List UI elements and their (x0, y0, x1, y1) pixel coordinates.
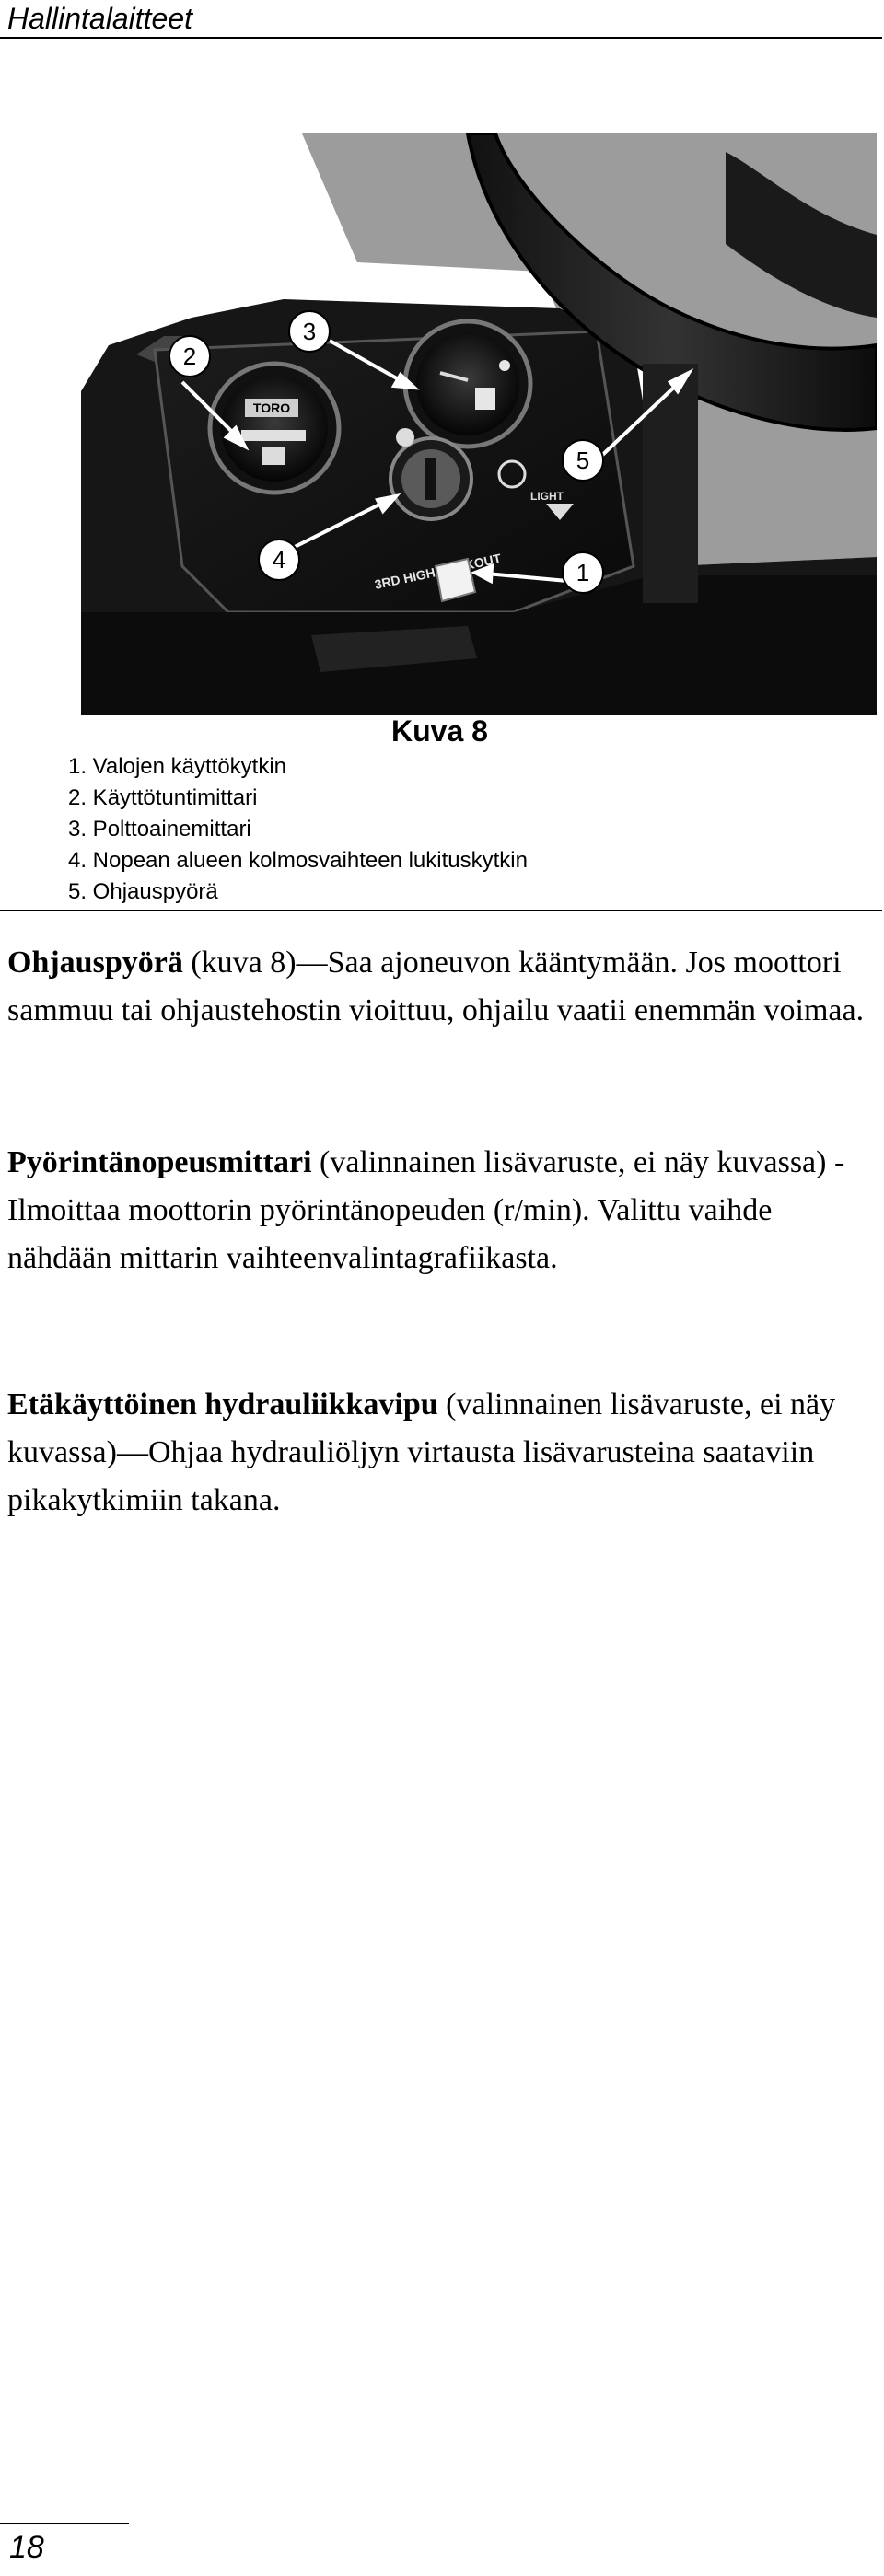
footer-rule (0, 2523, 129, 2524)
paragraph-text: (kuva 8)—Saa ajoneuvon kääntymään. Jos moottori sammuu tai ohjaustehostin vioittuu, ohjailu vaatii enemmän voimaa. (7, 946, 865, 1027)
legend-item: 5. Ohjauspyörä (68, 879, 218, 904)
figure-control-panel-photo (81, 133, 877, 715)
callout-number-1: 1 (576, 559, 590, 586)
term-steering-wheel: Ohjauspyörä (7, 946, 183, 980)
header-rule (0, 37, 882, 39)
legend-item: 3. Polttoainemittari (68, 817, 251, 841)
lockout-panel-label: 3RD HIGH (373, 564, 437, 592)
light-panel-label: LIGHT (530, 490, 564, 503)
legend-item: 1. Valojen käyttökytkin (68, 754, 287, 779)
callout-number-2: 2 (182, 342, 197, 370)
paragraph-tachometer (7, 1139, 882, 1282)
page-header-title: Hallintalaitteet (7, 2, 192, 35)
paragraph-text: (valinnainen lisävaruste, ei näy kuvassa) -Ilmoittaa moottorin pyörintänopeuden (r/min). Valittu vaihde nähdään mittarin vaihteenvalintagrafiikasta. (7, 1145, 845, 1275)
figure-caption: Kuva 8 (391, 714, 488, 748)
term-tachometer: Pyörintänopeusmittari (7, 1145, 312, 1179)
paragraph-text: (valinnainen lisävaruste, ei näy kuvassa)—Ohjaa hydrauliöljyn virtausta lisävarusteina saataviin pikakytkimiin takana. (7, 1387, 836, 1517)
callout-number-5: 5 (576, 447, 590, 474)
paragraph-steering-wheel (7, 939, 882, 1035)
legend-rule (0, 910, 882, 911)
paragraph-remote-hydraulic-lever (7, 1381, 882, 1525)
callout-number-4: 4 (272, 546, 286, 574)
legend-item: 2. Käyttötuntimittari (68, 785, 258, 810)
term-remote-hydraulic-lever: Etäkäyttöinen hydrauliikkavipu (7, 1387, 438, 1421)
legend-item: 4. Nopean alueen kolmosvaihteen lukituskytkin (68, 848, 528, 873)
callout-number-3: 3 (302, 318, 317, 345)
figure-legend (68, 751, 528, 908)
hourmeter-brand-label: TORO (252, 400, 291, 415)
page-number: 18 (9, 2530, 44, 2565)
